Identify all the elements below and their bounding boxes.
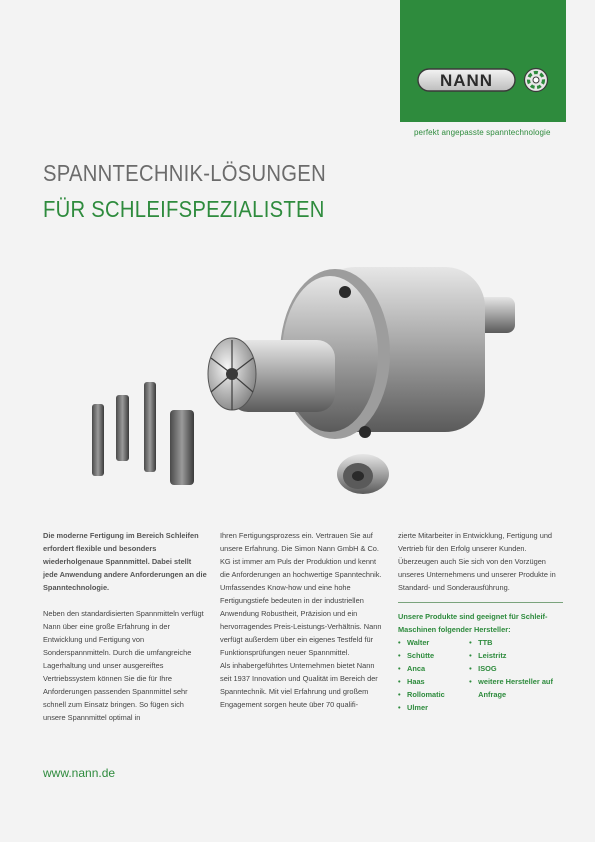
headline-line-1: SPANNTECHNIK-LÖSUNGEN: [43, 160, 326, 186]
nann-logo: [417, 67, 552, 93]
list-item: • TTB: [469, 636, 563, 649]
brand-tagline: perfekt angepasste spanntechnologie: [414, 128, 551, 137]
list-item: • Walter: [398, 636, 469, 649]
intro-paragraph: Die moderne Fertigung im Bereich Schleifen erfordert flexible und besonders wiederholgenaue Spannmittel. Dabei stellt jede Anwendung andere Anforderungen an die Spanntechnologie.: [43, 531, 207, 592]
headline-line-2: FÜR SCHLEIFSPEZIALISTEN: [43, 196, 325, 222]
manufacturer-list-heading: Unsere Produkte sind geeignet für Schleif-Maschinen folgender Hersteller:: [398, 612, 548, 634]
text-column-1: [43, 529, 208, 724]
column-1-paragraph: Neben den standardisierten Spannmitteln verfügt Nann über eine große Erfahrung in der Entwicklung und Fertigung von Sonderspannmitteln. Durch die umfangreiche Lagerhaltung und unser ausgereiftes Vertriebssystem können Sie die für Ihre Anforderungen passenden Spannmittel sehr schnell zum Einsatz bringen. So fügen sich unsere Spannmittel optimal in: [43, 609, 204, 722]
list-item: • Leistritz: [469, 649, 563, 662]
manufacturer-list-b: [469, 636, 563, 714]
header-green-box: [400, 0, 566, 122]
logo-wordmark: NANN: [439, 71, 494, 90]
column-2-paragraph-2: Als inhabergeführtes Unternehmen bietet Nann seit 1937 Innovation und Qualität im Bereich der Spanntechnik. Mit viel Erfahrung und großem Engagement sorgen heute über 70 qualifi-: [220, 661, 378, 709]
manufacturer-list-a: [398, 636, 469, 714]
column-3-paragraph: zierte Mitarbeiter in Entwicklung, Fertigung und Vertrieb für den Erfolg unserer Kunden. Überzeugen auch Sie sich von den Vorzügen unseres Unternehmens und unserer Produkte in Standard- und Sonderausführung.: [398, 531, 556, 592]
list-item: • ISOG: [469, 662, 563, 675]
list-item: • Schütte: [398, 649, 469, 662]
list-item: • Anca: [398, 662, 469, 675]
divider-line: [398, 602, 563, 603]
chuck-emblem-icon: [525, 69, 548, 92]
text-column-2: [220, 529, 385, 711]
product-image: [80, 262, 540, 512]
list-item: • Ulmer: [398, 701, 469, 714]
list-item: • weitere Hersteller auf Anfrage: [469, 675, 563, 701]
column-2-paragraph-1: Ihren Fertigungsprozess ein. Vertrauen Sie auf unsere Erfahrung. Die Simon Nann GmbH & Co. KG ist immer am Puls der Produktion und kennt die Anforderungen an hochwertige Spanntechnik. Umfassendes Know-how und eine hohe Fertigungstiefe bedeuten in der industriellen Anwendung Robustheit, Präzision und ein hervorragendes Preis-Leistungs-Verhältnis. Nann verfügt außerdem über ein eigenes Testfeld für Funktionsprüfungen neuer Spannmittel.: [220, 531, 382, 657]
text-column-3: [398, 529, 563, 714]
list-item: • Rollomatic: [398, 688, 469, 701]
website-link[interactable]: www.nann.de: [43, 766, 116, 780]
manufacturer-lists: [398, 636, 563, 714]
list-item: • Haas: [398, 675, 469, 688]
